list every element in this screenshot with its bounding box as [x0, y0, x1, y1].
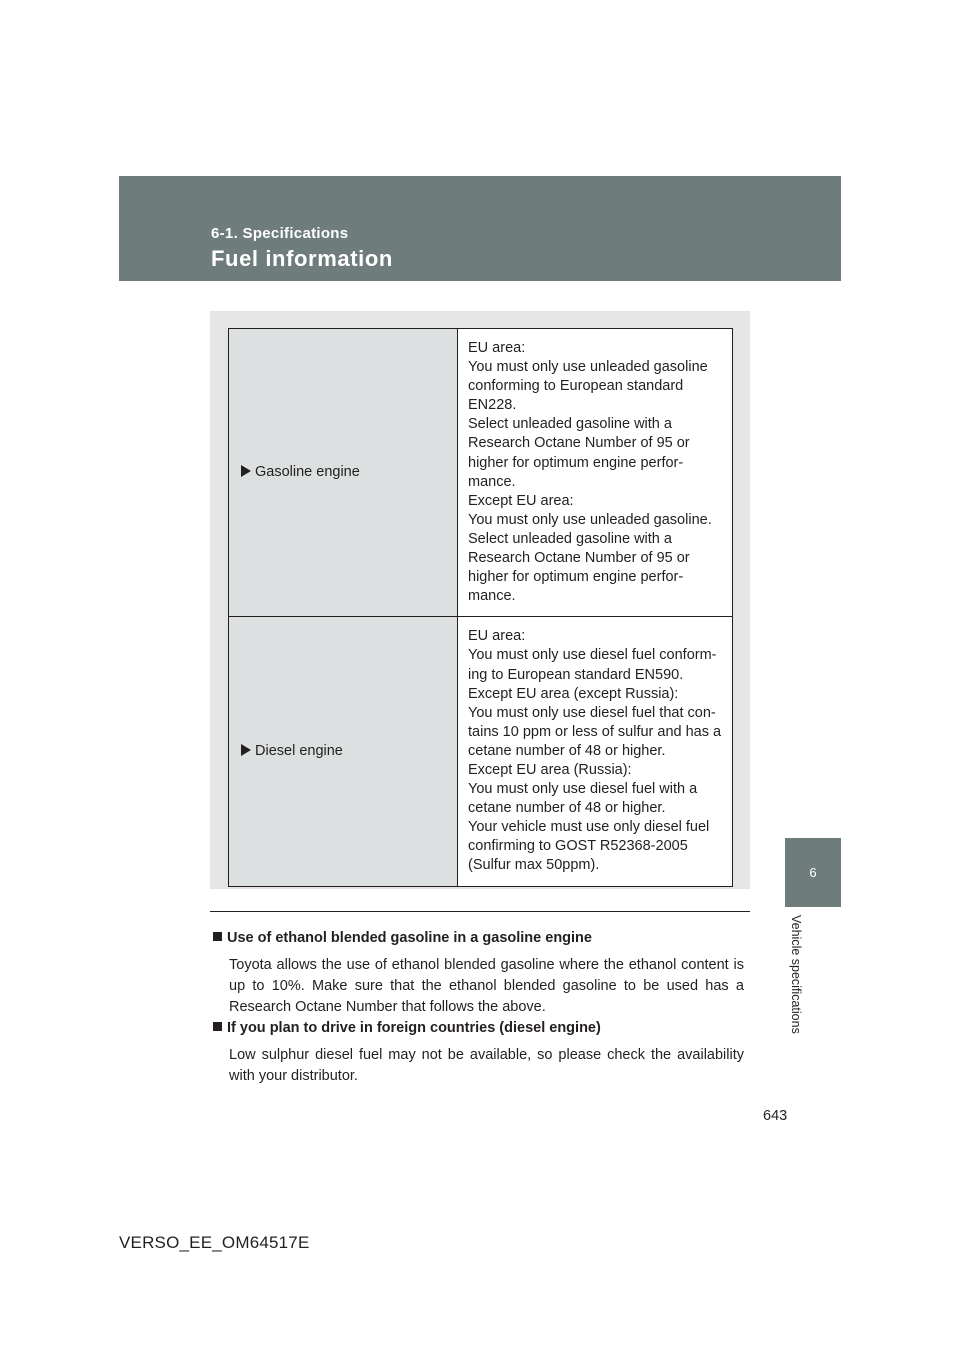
- text-line: EU area:: [468, 628, 526, 645]
- fuel-requirement-cell: [458, 617, 733, 886]
- note-heading: [213, 1020, 601, 1036]
- chapter-label: Vehicle specifications: [789, 915, 803, 1034]
- text-line: conforming to European standard: [468, 378, 684, 395]
- note-heading-text: Use of ethanol blended gasoline in a gasoline engine: [227, 930, 592, 946]
- engine-type-cell: [229, 329, 458, 617]
- text-line: You must only use diesel fuel with a: [468, 781, 698, 798]
- chapter-number: 6: [809, 865, 817, 880]
- square-bullet-icon: [213, 932, 222, 941]
- text-line: ing to European standard EN590.: [468, 666, 684, 683]
- triangle-bullet-icon: [241, 465, 251, 477]
- section-divider: [210, 911, 750, 912]
- text-line: higher for optimum engine perfor-: [468, 569, 684, 586]
- triangle-bullet-icon: [241, 744, 251, 756]
- section-label: 6-1. Specifications: [211, 225, 349, 242]
- text-line: You must only use diesel fuel conform-: [468, 647, 717, 664]
- text-line: Except EU area:: [468, 492, 574, 509]
- table-row: [229, 329, 733, 617]
- text-line: You must only use diesel fuel that con-: [468, 704, 716, 721]
- document-code: VERSO_EE_OM64517E: [119, 1233, 310, 1252]
- text-line: Research Octane Number of 95 or: [468, 435, 690, 452]
- engine-type-label: Gasoline engine: [255, 464, 360, 481]
- text-line: confirming to GOST R52368-2005: [468, 838, 688, 855]
- text-line: EU area:: [468, 340, 526, 356]
- text-line: You must only use unleaded gasoline.: [468, 511, 712, 528]
- engine-type-cell: [229, 617, 458, 886]
- note-body: Toyota allows the use of ethanol blended gasoline where the ethanol content is up to 10%. Make sure that the ethanol blended gasoline to be used has a Research Octane Number that follows the above.: [229, 957, 744, 1015]
- fuel-requirement-cell: [458, 329, 733, 617]
- text-line: You must only use unleaded gasoline: [468, 359, 708, 376]
- text-line: Select unleaded gasoline with a: [468, 416, 672, 433]
- text-line: Select unleaded gasoline with a: [468, 530, 672, 547]
- text-line: mance.: [468, 473, 516, 490]
- page-number: 643: [763, 1108, 788, 1124]
- text-line: higher for optimum engine perfor-: [468, 454, 684, 471]
- text-line: Except EU area (Russia):: [468, 761, 632, 778]
- chapter-tab[interactable]: [785, 838, 841, 907]
- page-title: Fuel information: [211, 246, 393, 271]
- table-row: [229, 617, 733, 886]
- note-body: Low sulphur diesel fuel may not be available, so please check the availability with your distributor.: [229, 1047, 744, 1084]
- engine-type-label: Diesel engine: [255, 742, 343, 759]
- text-line: Except EU area (except Russia):: [468, 685, 679, 702]
- text-line: tains 10 ppm or less of sulfur and has a: [468, 723, 722, 740]
- text-line: (Sulfur max 50ppm).: [468, 857, 600, 874]
- text-line: mance.: [468, 588, 516, 605]
- note-heading-text: If you plan to drive in foreign countries (diesel engine): [227, 1020, 601, 1036]
- square-bullet-icon: [213, 1022, 222, 1031]
- text-line: cetane number of 48 or higher.: [468, 742, 666, 759]
- text-line: Research Octane Number of 95 or: [468, 550, 690, 567]
- text-line: EN228.: [468, 397, 517, 414]
- fuel-table: [228, 328, 733, 887]
- text-line: Your vehicle must use only diesel fuel: [468, 819, 710, 836]
- text-line: cetane number of 48 or higher.: [468, 800, 666, 817]
- note-heading: [213, 930, 592, 946]
